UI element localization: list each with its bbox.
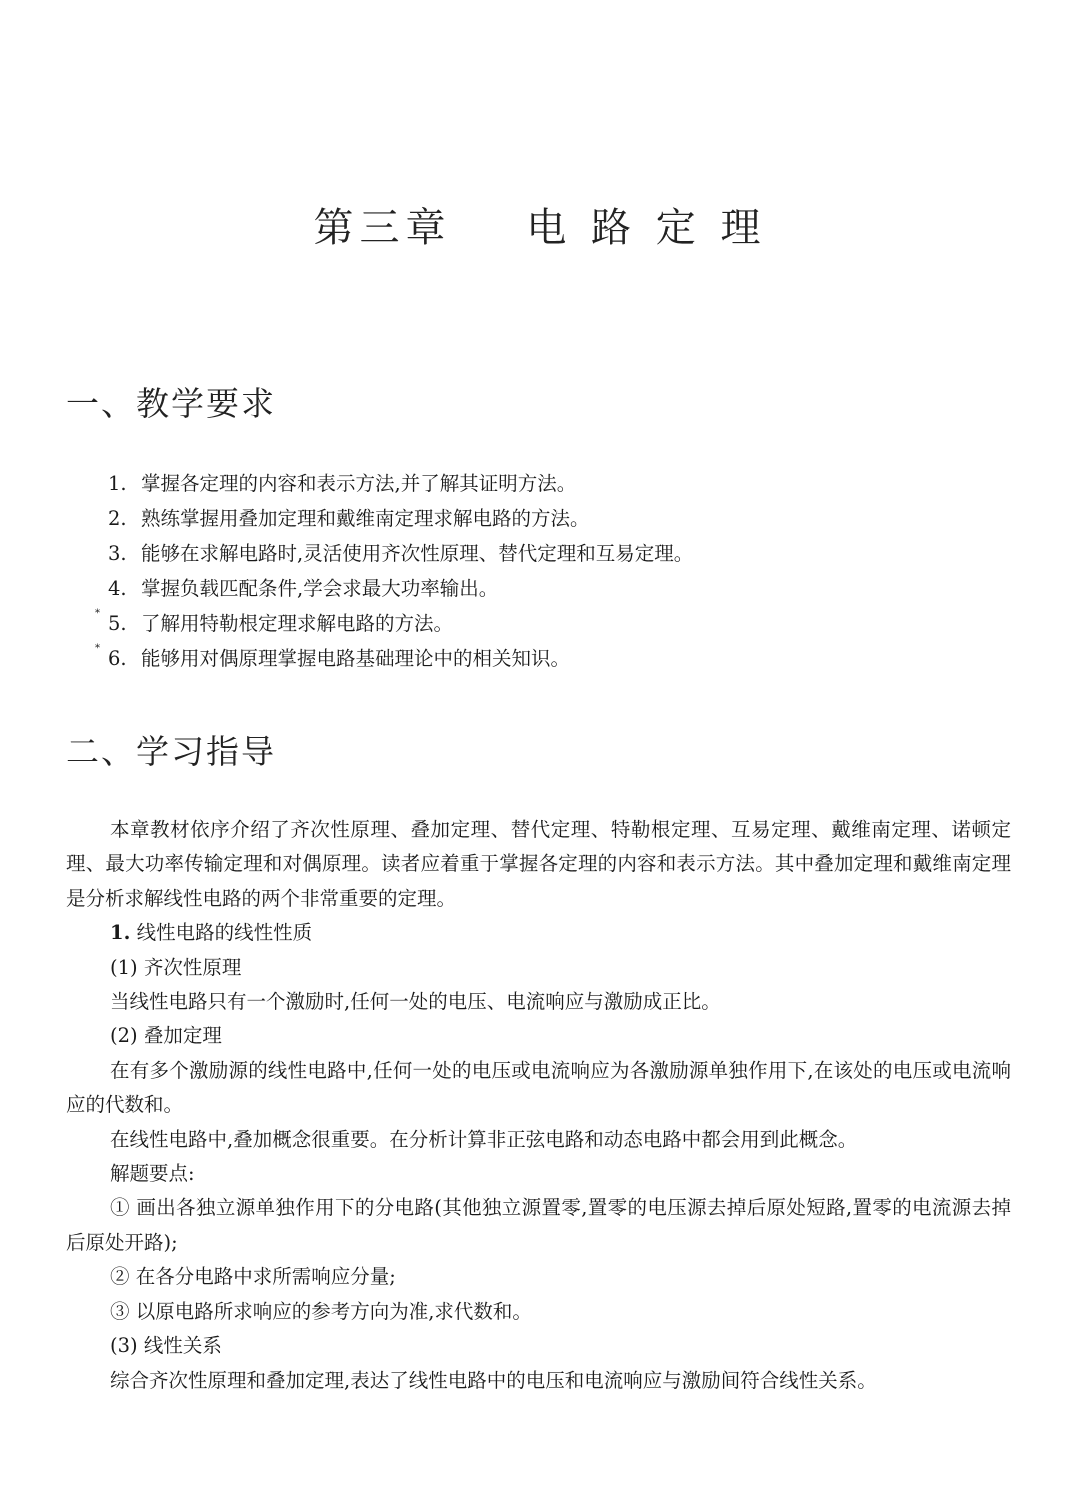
requirement-number: 4. [108, 577, 127, 600]
requirement-number: 5. [108, 612, 127, 635]
requirement-item [0, 606, 1080, 641]
requirement-item [0, 571, 1080, 606]
topic-number: 1. [110, 921, 131, 945]
superposition-paragraph: 在有多个激励源的线性电路中,任何一处的电压或电流响应为各激励源单独作用下,在该处的电压或电流响应的代数和。 [66, 1058, 1011, 1117]
requirement-item [0, 536, 1080, 571]
intro-paragraph: 本章教材依序介绍了齐次性原理、叠加定理、替代定理、特勒根定理、互易定理、戴维南定理、诺顿定理、最大功率传输定理和对偶原理。读者应着重于掌握各定理的内容和表示方法。其中叠加定理和戴维南定理是分析求解线性电路的两个非常重要的定理。 [66, 818, 1011, 910]
tips-label: 解题要点: [110, 1162, 195, 1186]
requirement-number: 3. [108, 542, 127, 565]
requirements-list [0, 466, 1080, 676]
study-guide-body [66, 813, 1011, 1398]
optional-star-mark: * [95, 608, 100, 619]
requirement-text: 掌握各定理的内容和表示方法,并了解其证明方法。 [141, 472, 577, 495]
requirement-number: 1. [108, 472, 127, 495]
superposition-note-paragraph: 在线性电路中,叠加概念很重要。在分析计算非正弦电路和动态电路中都会用到此概念。 [110, 1127, 858, 1151]
subtopic-title-homogeneity: (1) 齐次性原理 [110, 955, 242, 979]
requirement-text: 能够用对偶原理掌握电路基础理论中的相关知识。 [141, 647, 571, 670]
requirement-item [0, 466, 1080, 501]
topic-heading [66, 916, 1011, 950]
tip-item: ① 画出各独立源单独作用下的分电路(其他独立源置零,置零的电压源去掉后原处短路,置零的电流源去掉后原处开路); [66, 1196, 1011, 1254]
tip-item: ② 在各分电路中求所需响应分量; [110, 1265, 396, 1289]
subtopic-title-linearity: (3) 线性关系 [110, 1334, 222, 1358]
requirement-text: 熟练掌握用叠加定理和戴维南定理求解电路的方法。 [141, 507, 590, 530]
tip-item: ③ 以原电路所求响应的参考方向为准,求代数和。 [110, 1299, 532, 1323]
section-heading-teaching-requirements: 一、教学要求 [66, 384, 276, 423]
requirement-text: 能够在求解电路时,灵活使用齐次性原理、替代定理和互易定理。 [141, 542, 694, 565]
homogeneity-paragraph: 当线性电路只有一个激励时,任何一处的电压、电流响应与激励成正比。 [110, 990, 721, 1014]
requirement-number: 2. [108, 507, 127, 530]
subtopic-title-superposition: (2) 叠加定理 [110, 1024, 222, 1048]
optional-star-mark: * [95, 643, 100, 654]
requirement-number: 6. [108, 647, 127, 670]
chapter-title: 第三章 电 路 定 理 [313, 205, 767, 251]
requirement-text: 掌握负载匹配条件,学会求最大功率输出。 [141, 577, 499, 600]
requirement-item [0, 501, 1080, 536]
section-heading-study-guide: 二、学习指导 [66, 732, 276, 771]
topic-title: 线性电路的线性性质 [136, 921, 313, 945]
requirement-item [0, 641, 1080, 676]
linearity-paragraph: 综合齐次性原理和叠加定理,表达了线性电路中的电压和电流响应与激励间符合线性关系。 [110, 1368, 877, 1392]
requirement-text: 了解用特勒根定理求解电路的方法。 [141, 612, 454, 635]
